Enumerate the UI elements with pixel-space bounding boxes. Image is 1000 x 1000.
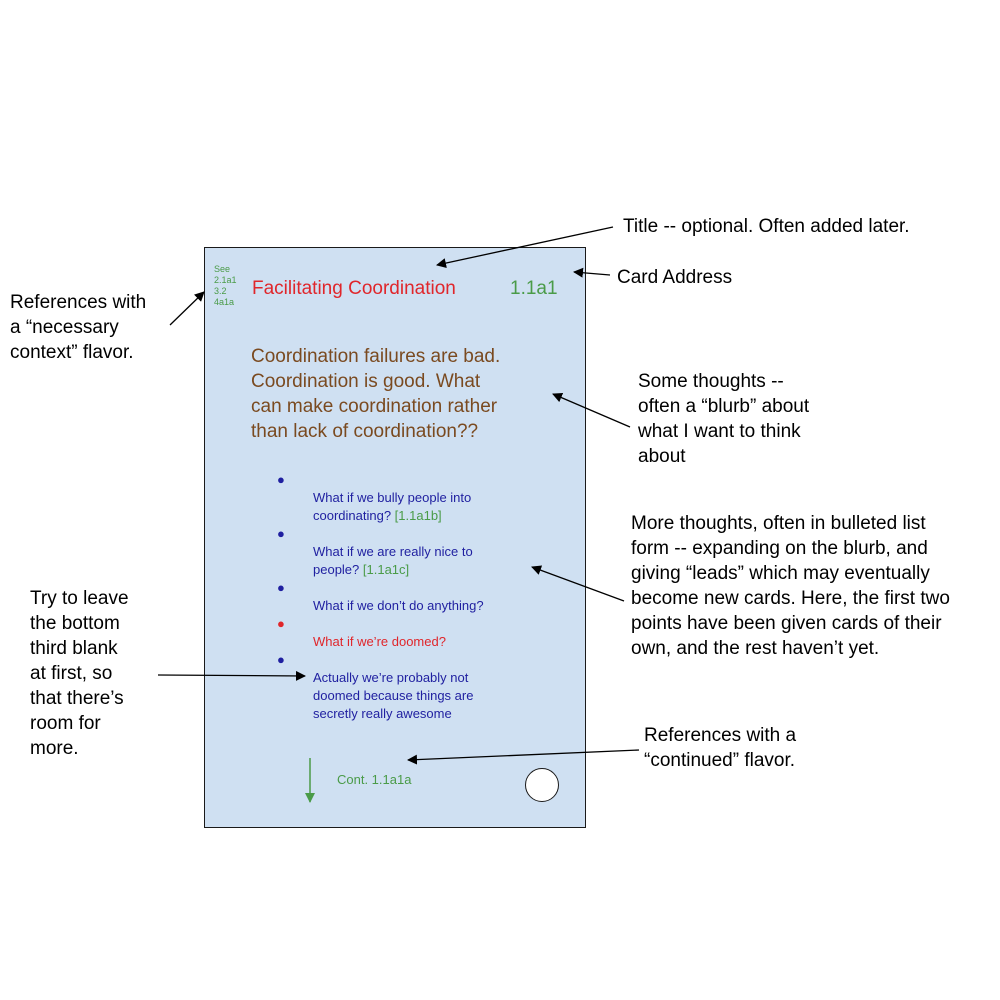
card-address-annotation: Card Address [617, 267, 733, 288]
blank-space-annotation: Try to leave the bottom third blank at first, so that there’s room for more. [30, 588, 129, 759]
list-item-reference: [1.1a1b] [394, 508, 442, 523]
list-item-text: What if we are really nice to people? [313, 544, 473, 577]
punch-hole-circle [525, 768, 559, 802]
references-arrow [170, 292, 204, 325]
list-item [277, 471, 537, 525]
title-annotation: Title -- optional. Often added later. [623, 216, 910, 237]
bullet-icon: ● [277, 616, 285, 631]
list-item-text: What if we bully people into coordinating? [313, 490, 472, 523]
list-item-text: Actually we’re probably not doomed because things are secretly really awesome [313, 670, 474, 721]
see-references: See 2.1a1 3.2 4a1a [214, 264, 237, 307]
card-bullet-list [277, 471, 537, 723]
list-item [277, 579, 537, 615]
list-item-reference: [1.1a1c] [362, 562, 410, 577]
continued-reference: Cont. 1.1a1a [337, 772, 412, 787]
list-item [277, 525, 537, 579]
list-item-text: What if we’re doomed? [313, 634, 446, 649]
more-thoughts-annotation: More thoughts, often in bulleted list form -- expanding on the blurb, and giving “leads” which may eventually become new cards. Here, the first two points have been given cards of their own, and the rest haven’t yet. [631, 513, 950, 659]
list-item [277, 651, 537, 723]
list-item-highlighted [277, 615, 537, 651]
card-address: 1.1a1 [510, 278, 558, 299]
card-title: Facilitating Coordination [252, 278, 456, 299]
thoughts-annotation: Some thoughts -- often a “blurb” about what I want to think about [638, 371, 810, 467]
bullet-icon: ● [277, 472, 285, 487]
bullet-icon: ● [277, 526, 285, 541]
bullet-icon: ● [277, 652, 285, 667]
references-annotation: References with a “necessary context” flavor. [10, 292, 147, 363]
continued-references-annotation: References with a “continued” flavor. [644, 725, 797, 771]
list-item-text: What if we don’t do anything? [313, 598, 484, 613]
card-blurb: Coordination failures are bad. Coordination is good. What can make coordination rather than lack of coordination?? [251, 346, 501, 442]
bullet-icon: ● [277, 580, 285, 595]
